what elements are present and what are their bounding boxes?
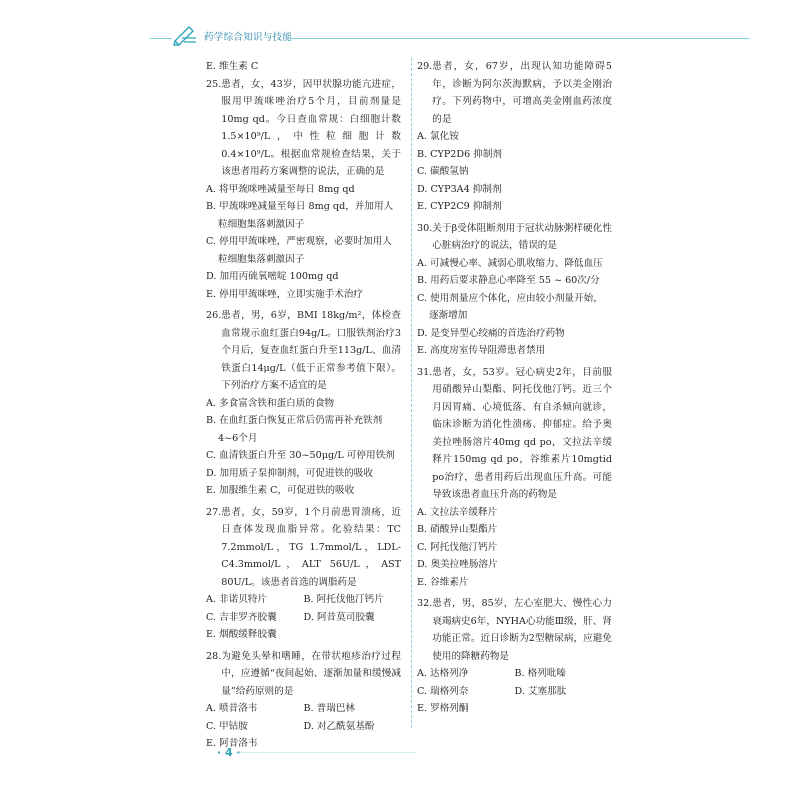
- option-item: D. 对乙酰氨基酚: [303, 720, 375, 732]
- footer-rule: [236, 752, 416, 753]
- question-stem: [206, 504, 401, 592]
- question-text-line: 化性心脏病治疗的说法，错误的是: [432, 222, 613, 251]
- question-text-line: 为避免头晕和嗜睡，在带状疱疹治疗过: [221, 650, 392, 662]
- question-text-line: 力衰竭病史6年，NYHA心功能Ⅲ级，肝、: [432, 598, 612, 627]
- option-item: B. CYP2D6 抑制剂: [417, 148, 503, 160]
- question-number: 32.: [417, 598, 433, 609]
- question-number: 28.: [206, 650, 222, 662]
- question-text: [221, 76, 401, 181]
- question-text-line: 近日查体发现血脂异常。化验结果：: [221, 506, 401, 535]
- option-item: C. 瑞格列奈: [417, 685, 469, 697]
- option-item: B. 普瑞巴林: [303, 703, 356, 714]
- option-item: B. 用药后要求静息心率降至 55 ~ 60次/分: [417, 275, 600, 286]
- question-item: [417, 595, 612, 718]
- option-item: A. 达格列净: [417, 668, 469, 679]
- question-text: [432, 58, 612, 128]
- option-item: C. 吉非罗齐胶囊: [206, 611, 277, 623]
- question-stem: [206, 648, 401, 701]
- option-item: C. 停用甲巯咪唑，严密观察，必要时加用人粒细胞集落刺激因子: [206, 236, 392, 265]
- question-item: [206, 76, 401, 304]
- question-stem: [417, 364, 612, 504]
- option-row: [417, 665, 612, 683]
- question-text-line: 患者，男，6岁，BMI 18kg/m²，体检查血: [221, 310, 401, 339]
- option-item: B. 硝酸异山梨酯片: [417, 524, 498, 535]
- option-item: A. 将甲巯咪唑减量至每日 8mg qd: [206, 183, 355, 195]
- option-item: A. 喷昔洛韦: [206, 703, 258, 714]
- question-item: [417, 364, 612, 592]
- question-item: [417, 58, 612, 216]
- question-text-line: 浓度的是: [432, 96, 613, 125]
- question-text-line: 患者，女，59岁，1个月前患胃溃疡，: [221, 506, 392, 518]
- option-item: D. 奥美拉唑肠溶片: [417, 559, 498, 570]
- question-text-line: 年，诊断为阿尔茨海默病，予以美金刚: [432, 78, 603, 90]
- option-item: B. 阿托伐他汀钙片: [303, 594, 384, 605]
- question-text-line: 根据血常规检查结果，关于该患者用药: [221, 148, 402, 177]
- question-number: 27.: [206, 506, 222, 518]
- option-item: A. 可减慢心率、减弱心肌收缩力、降低血压: [417, 257, 603, 269]
- question-text-line: 常规示血红蛋白94g/L。口服铁剂治疗3个: [221, 327, 402, 356]
- question-number: 30.: [417, 222, 433, 234]
- option-item: D. 加用丙硫氧嘧啶 100mg qd: [206, 271, 339, 282]
- question-text-line: 法辛缓释片150mg qd po，谷维素片10mg: [432, 436, 612, 465]
- question-text-line: 缓慢减量”给药原则的是: [221, 668, 402, 697]
- question-text: [221, 307, 401, 395]
- option-item: E. 阿昔洛韦: [206, 738, 258, 749]
- option-item: A. 非诺贝特片: [206, 594, 267, 605]
- question-stem: [206, 307, 401, 395]
- option-item: E. 维生素 C: [206, 61, 259, 72]
- option-item: E. CYP2C9 抑制剂: [417, 201, 502, 212]
- question-text-line: 治疗。下列药物中，可增高美金刚血药: [432, 78, 612, 107]
- right-column: [417, 58, 612, 722]
- question-text-line: 方案调整的说法，正确的是: [269, 166, 385, 177]
- question-text-line: 就诊，临床诊断为消化性溃疡、抑郁症。: [432, 401, 613, 430]
- question-text-line: 患者，女，43岁，因甲状腺功能亢进症，: [221, 78, 401, 90]
- option-item: D. 加用质子泵抑制剂，可促进铁的吸收: [206, 467, 373, 479]
- option-item: C. 阿托伐他汀钙片: [417, 541, 498, 553]
- question-item: [417, 220, 612, 360]
- header-title: 药学综合知识与技能: [204, 32, 293, 43]
- option-item: B. 在血红蛋白恢复正常后仍需再补充铁剂4~6个月: [206, 415, 383, 444]
- header-rule-left: [150, 38, 172, 39]
- option-item: E. 罗格列酮: [417, 703, 469, 714]
- option-item: D. 是变异型心绞痛的首选治疗药物: [417, 327, 565, 339]
- question-item: [206, 504, 401, 644]
- option-item: A. 氯化铵: [417, 131, 459, 142]
- question-text-line: 10mg qd。今日查血常规：白细胞计数: [221, 113, 401, 125]
- header-rule-right: [290, 38, 750, 39]
- question-text-line: 应避免使用的降糖药物是: [432, 633, 612, 662]
- question-stem: [417, 58, 612, 128]
- option-item: C. 血清铁蛋白升至 30~50μg/L 可停用铁剂: [206, 450, 395, 461]
- question-number: 26.: [206, 310, 222, 321]
- question-text-line: 列治疗方案不适宜的是: [230, 380, 327, 391]
- question-text-line: 患者，女，53岁。冠心病史2年，目前: [432, 366, 603, 378]
- question-text-line: 程中，应遵循“夜间起始、逐渐加量和: [221, 650, 401, 679]
- option-item: D. 阿昔莫司胶囊: [303, 611, 375, 623]
- question-number: 29.: [417, 61, 433, 72]
- question-text-line: 患者，女，67岁，出现认知功能障碍5: [432, 61, 612, 72]
- option-item: E. 烟酸缓释胶囊: [206, 629, 277, 640]
- question-text-line: 肾功能正常。近日诊断为2型糖尿病，: [432, 615, 612, 644]
- question-stem: [417, 595, 612, 665]
- question-text-line: 1.5×10⁹/L，中性粒细胞计数0.4×10⁹/L。: [221, 131, 401, 160]
- question-text-line: 月后，复查血红蛋白升至113g/L、血清铁: [221, 345, 402, 374]
- option-item: B. 格列吡嗪: [514, 668, 567, 679]
- option-row: [206, 700, 401, 718]
- option-item: E. 停用甲巯咪唑，立即实施手术治疗: [206, 288, 364, 300]
- question-text-line: 关于β受体阻断剂用于冠状动脉粥样硬: [432, 222, 593, 234]
- option-item: D. CYP3A4 抑制剂: [417, 183, 502, 195]
- question-text-line: 服用硝酸异山梨酯、阿托伐他汀钙。近: [432, 366, 612, 395]
- question-text: [432, 220, 612, 255]
- option-row: [206, 591, 401, 609]
- question-text-line: TC 7.2mmol/L，TG 1.7mmol/L，LDL-C: [221, 524, 401, 570]
- question-text-line: 4.3mmol/L，ALT 56U/L，AST 80U/L。该: [221, 559, 401, 588]
- column-divider: [411, 58, 412, 728]
- question-item: [206, 648, 401, 753]
- option-item: C. 碳酸氢钠: [417, 166, 469, 177]
- left-column: [206, 58, 401, 757]
- question-text-line: 三个月因胃痛、心境低落、有自杀倾向: [432, 384, 613, 413]
- option-item: B. 甲巯咪唑减量至每日 8mg qd，并加用人粒细胞集落刺激因子: [206, 201, 394, 230]
- question-stem: [206, 76, 401, 181]
- question-text-line: 服用甲巯咪唑治疗5个月，目前剂量是: [221, 96, 401, 107]
- option-item: D. 艾塞那肽: [514, 685, 567, 697]
- question-text: [432, 364, 612, 504]
- question-text-line: 蛋白14μg/L（低于正常参考值下限）。下: [221, 362, 402, 391]
- option-item: A. 文拉法辛缓释片: [417, 506, 498, 518]
- option-row: [417, 683, 612, 701]
- question-text-line: 给予奥美拉唑肠溶片40mg qd po，文拉: [432, 419, 613, 448]
- option-row: [206, 718, 401, 736]
- question-text-line: 患者，男，85岁，左心室肥大、慢性心: [432, 598, 603, 609]
- option-item: C. 甲钴胺: [206, 720, 248, 732]
- option-item: E. 高度房室传导阻滞患者禁用: [417, 345, 546, 356]
- question-text: [221, 504, 401, 592]
- page-number: · 4 ·: [217, 746, 241, 759]
- page-header: [0, 22, 800, 48]
- question-stem: [417, 220, 612, 255]
- option-item: E. 谷维素片: [417, 576, 469, 588]
- option-row: [206, 609, 401, 627]
- question-number: 31.: [417, 366, 433, 378]
- question-text-line: 患者首选的调脂药是: [270, 576, 357, 588]
- question-text: [221, 648, 401, 701]
- question-item: [206, 307, 401, 500]
- pencil-book-icon: [172, 24, 198, 46]
- option-item: A. 多食富含铁和蛋白质的食物: [206, 397, 335, 409]
- question-text-line: 可能导致该患者血压升高的药物是: [432, 471, 612, 500]
- question-text-line: tid po治疗，患者用药后出现血压升高。: [432, 454, 612, 483]
- option-item: E. 加服维生素 C，可促进铁的吸收: [206, 485, 355, 496]
- question-text: [432, 595, 612, 665]
- option-item: C. 使用剂量应个体化，应由较小剂量开始，逐渐增加: [417, 292, 603, 321]
- question-number: 25.: [206, 78, 222, 90]
